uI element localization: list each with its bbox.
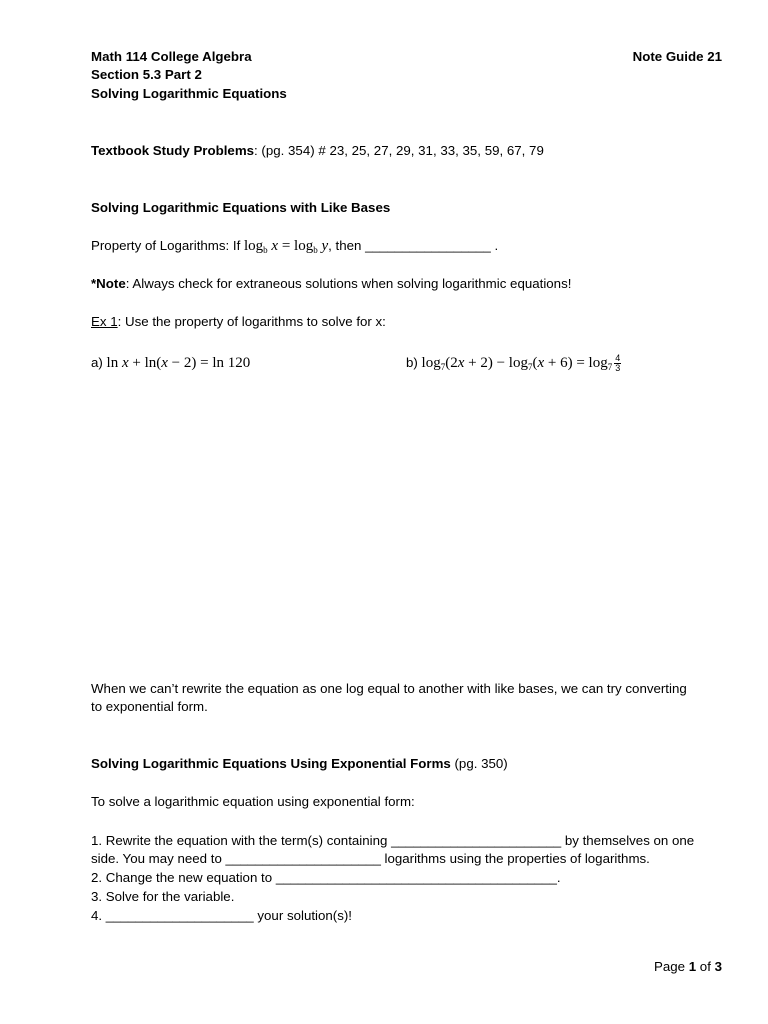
converting-line-2: to exponential form. <box>91 699 208 714</box>
example-1-text: : Use the property of logarithms to solve for x: <box>117 314 386 329</box>
topic-title: Solving Logarithmic Equations <box>91 86 287 101</box>
example-1b <box>406 354 621 373</box>
step-3: 3. Solve for the variable. <box>91 889 235 904</box>
note-label: *Note <box>91 276 126 291</box>
property-equation: $\log_b x = \log_b y$ <box>243 238 329 255</box>
example-1b-label: b) <box>406 355 422 371</box>
step-1-line-1: 1. Rewrite the equation with the term(s) containing _______________________ by themselves on one <box>91 833 695 848</box>
study-problems-text: : (pg. 354) # 23, 25, 27, 29, 31, 33, 35, 59, 67, 79 <box>254 143 544 158</box>
step-4: 4. ____________________ your solution(s)! <box>91 908 352 923</box>
property-prefix: Property of Logarithms: If <box>91 238 244 253</box>
course-title: Math 114 College Algebra <box>91 49 252 64</box>
page-number: Page 1 of 3 <box>653 959 722 974</box>
example-1-line <box>91 313 386 331</box>
example-1-label: Ex 1 <box>91 314 118 329</box>
converting-line-1: When we can’t rewrite the equation as one log equal to another with like bases, we can try converting <box>91 681 687 696</box>
property-line <box>91 237 498 255</box>
exp-forms-heading-line <box>91 755 508 773</box>
study-problems-label: Textbook Study Problems <box>91 143 255 158</box>
like-bases-heading: Solving Logarithmic Equations with Like Bases <box>91 200 391 215</box>
note-line <box>91 275 571 293</box>
exp-forms-intro: To solve a logarithmic equation using exponential form: <box>91 794 415 809</box>
example-1a <box>91 354 250 372</box>
current-page: 1 <box>688 959 697 974</box>
section-label: Section 5.3 Part 2 <box>91 67 202 82</box>
exp-forms-page-ref: (pg. 350) <box>450 756 508 771</box>
exp-forms-heading: Solving Logarithmic Equations Using Exponential Forms <box>91 756 451 771</box>
total-pages: 3 <box>714 959 722 974</box>
example-1a-equation: ln x + ln(x − 2) = ln 120 <box>106 355 251 371</box>
step-1-line-2: side. You may need to _____________________ logarithms using the properties of logarithms. <box>91 851 650 866</box>
example-1b-fraction: $\frac{4}{3}$ <box>615 353 621 373</box>
note-guide-label: Note Guide 21 <box>632 49 722 64</box>
step-2: 2. Change the new equation to ______________________________________. <box>91 870 561 885</box>
property-suffix: , then _________________ . <box>328 238 499 253</box>
example-1b-equation: $\log_7(2x + 2) - \log_7(x + 6) = \log_7$ <box>421 355 613 373</box>
example-1a-label: a) <box>91 355 107 370</box>
study-problems <box>91 142 544 160</box>
note-text: : Always check for extraneous solutions when solving logarithmic equations! <box>125 276 572 291</box>
